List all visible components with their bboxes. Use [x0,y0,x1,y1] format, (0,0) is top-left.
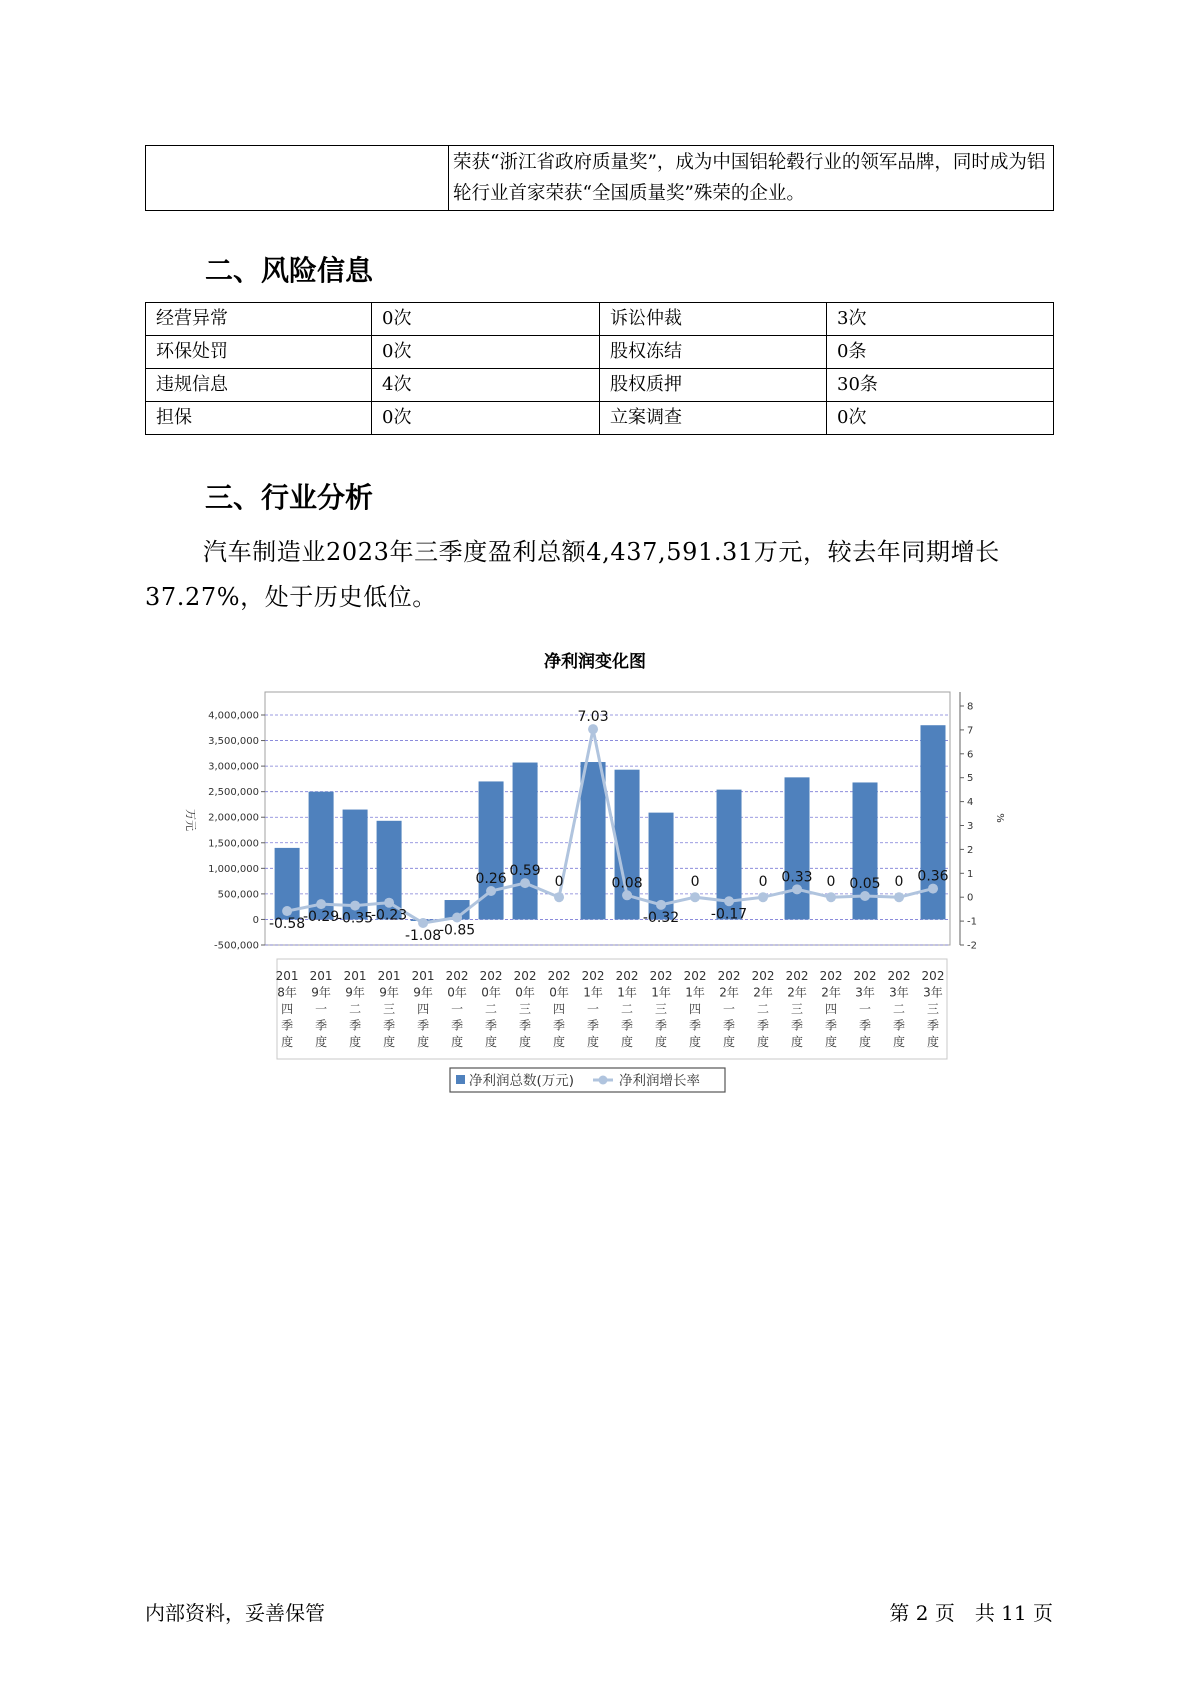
x-tick-label: 202 [479,969,503,983]
x-tick-label: 3年 [923,985,943,1000]
x-tick-label: 四 [281,1002,294,1016]
growth-rate-point [690,892,700,902]
x-tick-label: 度 [723,1035,736,1049]
x-tick-label: 202 [683,969,707,983]
growth-rate-label: -1.08 [404,928,442,945]
y-right-tick-label: 1 [967,868,974,880]
x-tick-label: 1年 [583,985,603,1000]
x-tick-label: 9年 [345,985,365,1000]
risk-table-row [146,303,1054,336]
growth-rate-label: -0.32 [642,909,680,926]
x-tick-label: 三 [655,1002,668,1016]
y-left-tick-label: 1,000,000 [208,863,259,875]
x-tick-label: 二 [485,1002,498,1016]
x-tick-label: 202 [853,969,877,983]
risk-item-value: 0次 [372,303,600,336]
growth-rate-point [520,878,530,888]
y-right-tick-label: 0 [967,892,974,904]
x-tick-label: 度 [757,1035,770,1049]
x-tick-label: 度 [519,1035,532,1049]
x-tick-label: 季 [349,1018,362,1033]
x-tick-label: 2年 [821,985,841,1000]
x-tick-label: 202 [717,969,741,983]
x-tick-label: 季 [485,1018,498,1033]
x-tick-label: 度 [383,1035,396,1049]
x-tick-label: 季 [553,1018,566,1033]
x-tick-label: 季 [791,1018,804,1033]
x-tick-label: 度 [791,1035,804,1049]
risk-item-label: 经营异常 [146,303,372,336]
growth-rate-label: 0.36 [917,868,949,885]
x-tick-label: 度 [451,1035,464,1049]
legend-line-label: 净利润增长率 [619,1073,700,1089]
y-left-tick-label: -500,000 [214,940,259,952]
x-tick-label: 202 [513,969,537,983]
growth-rate-label: -0.29 [302,909,340,926]
growth-rate-label: -0.17 [710,906,748,923]
growth-rate-point [282,906,292,916]
x-tick-label: 三 [519,1002,532,1016]
x-tick-label: 202 [751,969,775,983]
risk-item-value: 0次 [827,402,1054,435]
y-left-tick-label: 500,000 [217,889,259,901]
growth-rate-point [656,900,666,910]
x-tick-label: 度 [892,1035,906,1049]
x-tick-label: 三 [383,1002,396,1016]
growth-rate-label: -0.35 [336,910,374,927]
x-tick-label: 度 [281,1035,294,1049]
x-tick-label: 季 [417,1018,430,1033]
x-tick-label: 季 [315,1018,328,1033]
honor-table-left-cell [146,146,449,211]
x-tick-label: 3年 [889,985,909,1000]
growth-rate-label: 0 [894,874,904,891]
x-tick-label: 201 [343,969,367,983]
x-tick-label: 度 [621,1035,634,1049]
x-tick-label: 1年 [685,985,705,1000]
x-tick-label: 201 [411,969,435,983]
x-tick-label: 9年 [311,985,331,1000]
x-tick-label: 季 [892,1018,906,1033]
x-tick-label: 9年 [379,985,399,1000]
risk-table-row [146,336,1054,369]
risk-item-label: 股权质押 [600,369,827,402]
risk-item-label: 担保 [146,402,372,435]
x-tick-label: 0年 [481,985,501,1000]
growth-rate-label: 0 [826,874,836,891]
net-profit-chart [170,640,1020,1100]
growth-rate-label: 7.03 [577,709,609,726]
x-tick-label: 度 [485,1035,498,1049]
risk-item-label: 股权冻结 [600,336,827,369]
honor-table-text-cell: 荣获“浙江省政府质量奖”，成为中国铝轮毂行业的领军品牌，同时成为铝轮行业首家荣获“全国质量奖”殊荣的企业。 [449,146,1054,211]
x-tick-label: 四 [553,1002,566,1016]
growth-rate-point [792,884,802,894]
y-left-tick-label: 2,000,000 [208,812,259,824]
y-right-tick-label: 7 [967,725,974,737]
x-tick-label: 季 [587,1018,600,1033]
growth-rate-point [316,899,326,909]
x-tick-label: 度 [655,1035,668,1049]
x-tick-label: 0年 [447,985,467,1000]
bar-net-profit [581,762,606,919]
growth-rate-point [588,724,598,734]
x-tick-label: 2年 [753,985,773,1000]
x-tick-label: 度 [315,1035,328,1049]
growth-rate-label: 0.33 [781,869,813,886]
x-tick-label: 1年 [651,985,671,1000]
y-left-tick-label: 4,000,000 [208,710,259,722]
y-left-tick-label: 3,500,000 [208,736,259,748]
x-tick-label: 季 [451,1018,464,1033]
y-right-tick-label: 2 [967,844,974,856]
x-tick-label: 一 [451,1002,464,1016]
growth-rate-label: -0.58 [268,916,306,933]
x-tick-label: 度 [587,1035,600,1049]
x-tick-label: 201 [377,969,401,983]
growth-rate-label: 0.05 [849,876,881,893]
x-tick-label: 一 [315,1002,328,1016]
risk-item-label: 违规信息 [146,369,372,402]
x-tick-label: 202 [581,969,605,983]
x-tick-label: 2年 [787,985,807,1000]
x-tick-label: 度 [417,1035,430,1049]
y-right-tick-label: 3 [967,821,974,832]
growth-rate-label: -0.23 [370,907,408,924]
x-tick-label: 季 [655,1018,668,1033]
footer-page-number: 第 2 页 共 11 页 [889,1601,1053,1625]
x-tick-label: 8年 [277,985,297,1000]
x-tick-label: 1年 [617,985,637,1000]
x-tick-label: 0年 [549,985,569,1000]
x-tick-label: 季 [281,1018,294,1033]
risk-table-row [146,369,1054,402]
x-tick-label: 季 [825,1018,838,1033]
growth-rate-label: 0 [758,874,768,891]
x-tick-label: 度 [689,1035,702,1049]
y-right-axis-title: % [994,813,1005,823]
chart-title: 净利润变化图 [544,652,646,672]
risk-item-value: 4次 [372,369,600,402]
risk-item-value: 0次 [372,336,600,369]
x-tick-label: 202 [887,969,911,983]
x-tick-label: 一 [587,1002,600,1016]
y-left-axis-title: 万元 [184,809,197,831]
x-tick-label: 四 [417,1002,430,1016]
x-tick-label: 2年 [719,985,739,1000]
y-right-tick-label: 8 [967,701,974,713]
growth-rate-label: 0.08 [611,875,643,892]
growth-rate-point [418,918,428,928]
x-tick-label: 季 [926,1018,940,1033]
x-tick-label: 度 [859,1035,872,1049]
risk-item-value: 3次 [827,303,1054,336]
growth-rate-point [486,886,496,896]
growth-rate-point [384,898,394,908]
footer-confidential: 内部资料，妥善保管 [145,1601,325,1625]
x-tick-label: 201 [275,969,299,983]
x-tick-label: 201 [309,969,333,983]
x-tick-label: 三 [791,1002,804,1016]
growth-rate-point [928,884,938,894]
x-tick-label: 度 [926,1035,940,1049]
growth-rate-label: 0.26 [475,870,507,887]
x-tick-label: 二 [349,1002,362,1016]
growth-rate-label: 0.59 [509,863,541,880]
growth-rate-point [622,890,632,900]
x-tick-label: 四 [825,1002,838,1016]
y-left-tick-label: 3,000,000 [208,761,259,773]
x-tick-label: 度 [553,1035,566,1049]
x-tick-label: 202 [785,969,809,983]
legend-line-marker [599,1076,608,1085]
y-left-tick-label: 0 [252,914,259,926]
x-tick-label: 季 [723,1018,736,1033]
growth-rate-label: 0 [690,874,700,891]
y-right-tick-label: -2 [967,940,977,952]
x-tick-label: 四 [689,1002,702,1016]
bar-net-profit [785,777,810,919]
section-2-heading: 二、风险信息 [205,254,374,287]
x-tick-label: 季 [519,1018,532,1033]
x-tick-label: 季 [859,1018,872,1033]
x-tick-label: 0年 [515,985,535,1000]
x-tick-label: 3年 [855,985,875,1000]
risk-item-label: 立案调查 [600,402,827,435]
growth-rate-point [860,891,870,901]
risk-item-value: 0条 [827,336,1054,369]
x-tick-label: 度 [825,1035,838,1049]
x-tick-label: 三 [926,1002,940,1016]
legend-bar-label: 净利润总数(万元) [469,1073,575,1089]
growth-rate-point [554,892,564,902]
x-tick-label: 二 [892,1002,906,1016]
growth-rate-point [452,913,462,923]
x-tick-label: 二 [757,1002,770,1016]
y-right-tick-label: 5 [967,773,974,785]
risk-item-label: 诉讼仲裁 [600,303,827,336]
x-tick-label: 202 [547,969,571,983]
growth-rate-label: -0.85 [438,922,476,939]
growth-rate-point [724,896,734,906]
x-tick-label: 度 [349,1035,362,1049]
risk-info-table [145,302,1054,435]
growth-rate-point [350,901,360,911]
x-tick-label: 一 [859,1002,872,1016]
honor-table [145,145,1054,211]
x-tick-label: 季 [621,1018,634,1033]
x-tick-label: 202 [819,969,843,983]
x-tick-label: 9年 [413,985,433,1000]
industry-analysis-paragraph: 汽车制造业2023年三季度盈利总额4,437,591.31万元，较去年同期增长37.27%，处于历史低位。 [145,538,1000,611]
x-tick-label: 202 [615,969,639,983]
risk-item-value: 30条 [827,369,1054,402]
risk-item-value: 0次 [372,402,600,435]
x-tick-label: 二 [621,1002,634,1016]
section-3-heading: 三、行业分析 [205,481,374,514]
growth-rate-point [758,892,768,902]
growth-rate-label: 0 [554,874,564,891]
plot-area-border [265,692,950,945]
risk-item-label: 环保处罚 [146,336,372,369]
x-tick-label: 202 [445,969,469,983]
y-right-tick-label: 6 [967,749,974,761]
x-tick-label: 季 [757,1018,770,1033]
growth-rate-point [826,892,836,902]
x-tick-label: 一 [723,1002,736,1016]
y-right-tick-label: -1 [967,916,977,928]
y-left-tick-label: 2,500,000 [208,787,259,799]
x-tick-label: 季 [689,1018,702,1033]
bar-net-profit [513,763,538,920]
y-left-tick-label: 1,500,000 [208,838,259,850]
growth-rate-point [894,892,904,902]
x-tick-label: 202 [649,969,673,983]
y-right-tick-label: 4 [967,797,974,809]
x-tick-label: 季 [383,1018,396,1033]
risk-table-row [146,402,1054,435]
x-tick-label: 202 [921,969,945,983]
legend-bar-swatch [456,1075,465,1084]
